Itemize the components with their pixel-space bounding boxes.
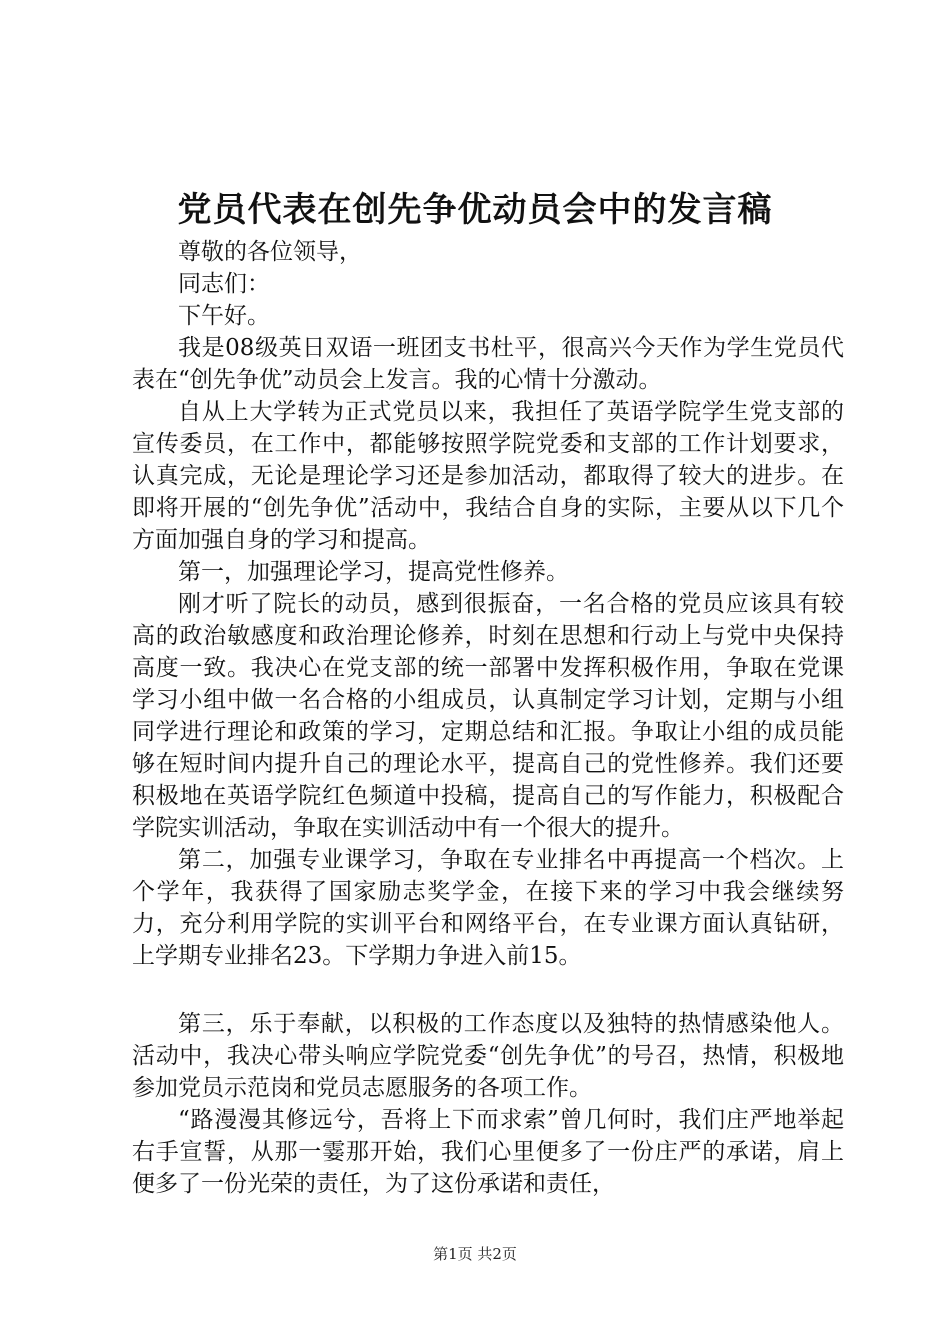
salutation-comrades: 同志们： xyxy=(178,271,270,297)
document-body xyxy=(132,236,844,1200)
greeting: 下午好。 xyxy=(178,303,270,329)
paragraph-intro: 我是08级英日双语一班团支书杜平，很高兴今天作为学生党员代表在“创先争优”动员会上发言。我的心情十分激动。 xyxy=(132,335,844,393)
paragraph-point-two: 第二，加强专业课学习，争取在专业排名中再提高一个档次。上个学年，我获得了国家励志奖学金，在接下来的学习中我会继续努力，充分利用学院的实训平台和网络平台，在专业课方面认真钻研，上学期专业排名23。下学期力争进入前15。 xyxy=(132,847,844,969)
paragraph-point-three: 第三，乐于奉献，以积极的工作态度以及独特的热情感染他人。活动中，我决心带头响应学院党委“创先争优”的号召，热情，积极地参加党员示范岗和党员志愿服务的各项工作。 xyxy=(132,1011,844,1101)
salutation-leaders: 尊敬的各位领导， xyxy=(178,239,362,265)
paragraph-point-one: 刚才听了院长的动员，感到很振奋，一名合格的党员应该具有较高的政治敏感度和政治理论修养，时刻在思想和行动上与党中央保持高度一致。我决心在党支部的统一部署中发挥积极作用，争取在党课学习小组中做一名合格的小组成员，认真制定学习计划，定期与小组同学进行理论和政策的学习，定期总结和汇报。争取让小组的成员能够在短时间内提升自己的理论水平，提高自己的党性修养。我们还要积极地在英语学院红色频道中投稿，提高自己的写作能力，积极配合学院实训活动，争取在实训活动中有一个很大的提升。 xyxy=(132,591,844,841)
paragraph-closing: “路漫漫其修远兮，吾将上下而求索”曾几何时，我们庄严地举起右手宣誓，从那一霎那开始，我们心里便多了一份庄严的承诺，肩上便多了一份光荣的责任，为了这份承诺和责任， xyxy=(132,1107,844,1197)
heading-point-one: 第一，加强理论学习，提高党性修养。 xyxy=(178,559,569,585)
document-title: 党员代表在创先争优动员会中的发言稿 xyxy=(177,190,773,230)
paragraph-background: 自从上大学转为正式党员以来，我担任了英语学院学生党支部的宣传委员，在工作中，都能够按照学院党委和支部的工作计划要求，认真完成，无论是理论学习还是参加活动，都取得了较大的进步。在即将开展的“创先争优”活动中，我结合自身的实际，主要从以下几个方面加强自身的学习和提高。 xyxy=(132,399,844,553)
page-number-footer: 第1页 共2页 xyxy=(433,1245,517,1263)
